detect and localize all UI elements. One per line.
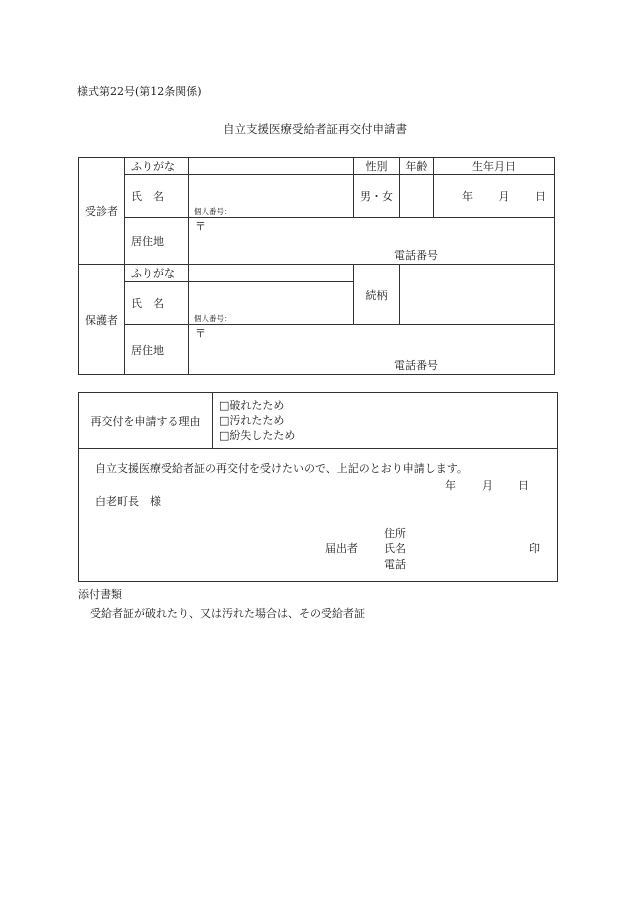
patient-birth-field[interactable] bbox=[434, 175, 555, 218]
patient-name-label bbox=[125, 175, 189, 218]
guardian-furigana-label: ふりがな bbox=[125, 265, 189, 282]
applicant-address-label: 住所 bbox=[384, 527, 406, 540]
patient-section-label: 受診者 bbox=[79, 158, 125, 265]
patient-age-label: 年齢 bbox=[400, 158, 434, 175]
applicant-info-table bbox=[78, 157, 555, 375]
reason-label: 再交付を申請する理由 bbox=[79, 393, 213, 449]
patient-furigana-field[interactable] bbox=[189, 158, 354, 175]
patient-address-field[interactable] bbox=[189, 218, 555, 265]
reason-option-soiled[interactable]: □汚れたため bbox=[219, 414, 285, 427]
guardian-postal-mark: 〒 bbox=[195, 327, 206, 340]
declaration-box bbox=[79, 449, 558, 582]
guardian-name-field[interactable] bbox=[189, 282, 354, 325]
patient-name-field[interactable] bbox=[189, 175, 354, 218]
guardian-address-label: 居住地 bbox=[125, 325, 189, 375]
declaration-text: 自立支援医療受給者証の再交付を受けたいので、上記のとおり申請します。 bbox=[95, 462, 468, 475]
form-number: 様式第22号(第12条関係) bbox=[77, 85, 202, 98]
guardian-address-field[interactable] bbox=[189, 325, 555, 375]
patient-birth-label: 生年月日 bbox=[434, 158, 555, 175]
applicant-label: 届出者 bbox=[325, 542, 358, 555]
guardian-furigana-field[interactable] bbox=[189, 265, 354, 282]
guardian-phone-label: 電話番号 bbox=[394, 359, 438, 372]
applicant-phone-label: 電話 bbox=[384, 558, 406, 571]
document-title: 自立支援医療受給者証再交付申請書 bbox=[223, 122, 407, 136]
reason-option-torn[interactable]: □破れたため bbox=[219, 399, 285, 412]
guardian-name-label bbox=[125, 282, 189, 325]
patient-birth-day: 日 bbox=[535, 190, 546, 203]
patient-age-field[interactable] bbox=[400, 175, 434, 218]
guardian-section-label: 保護者 bbox=[79, 265, 125, 375]
patient-birth-month: 月 bbox=[498, 190, 510, 203]
guardian-relation-field[interactable] bbox=[400, 265, 555, 325]
patient-phone-label: 電話番号 bbox=[394, 249, 438, 262]
addressee: 白老町長 様 bbox=[95, 495, 161, 508]
attachments-heading: 添付書類 bbox=[78, 588, 122, 601]
applicant-name-label: 氏名 bbox=[384, 542, 406, 555]
patient-personal-number-label: 個人番号： bbox=[194, 206, 232, 216]
guardian-name-label-text: 氏 名 bbox=[131, 297, 164, 310]
attachments-body: 受給者証が破れたり、又は汚れた場合は、その受給者証 bbox=[90, 607, 365, 620]
reason-options bbox=[213, 393, 558, 449]
reason-option-lost[interactable]: □紛失したため bbox=[219, 429, 296, 442]
guardian-personal-number-label: 個人番号： bbox=[194, 313, 232, 323]
patient-name-label-text: 氏 名 bbox=[131, 190, 164, 203]
patient-birth-year: 年 bbox=[462, 190, 473, 203]
reissue-request-table bbox=[78, 392, 558, 582]
patient-sex-options[interactable]: 男・女 bbox=[354, 175, 400, 218]
patient-postal-mark: 〒 bbox=[195, 220, 206, 233]
declaration-day: 日 bbox=[518, 479, 529, 492]
patient-furigana-label: ふりがな bbox=[125, 158, 189, 175]
guardian-relation-label: 続柄 bbox=[354, 265, 400, 325]
patient-sex-label: 性別 bbox=[354, 158, 400, 175]
declaration-month: 月 bbox=[482, 479, 493, 492]
patient-address-label: 居住地 bbox=[125, 218, 189, 265]
declaration-year: 年 bbox=[445, 479, 456, 492]
seal-label: 印 bbox=[529, 542, 540, 555]
